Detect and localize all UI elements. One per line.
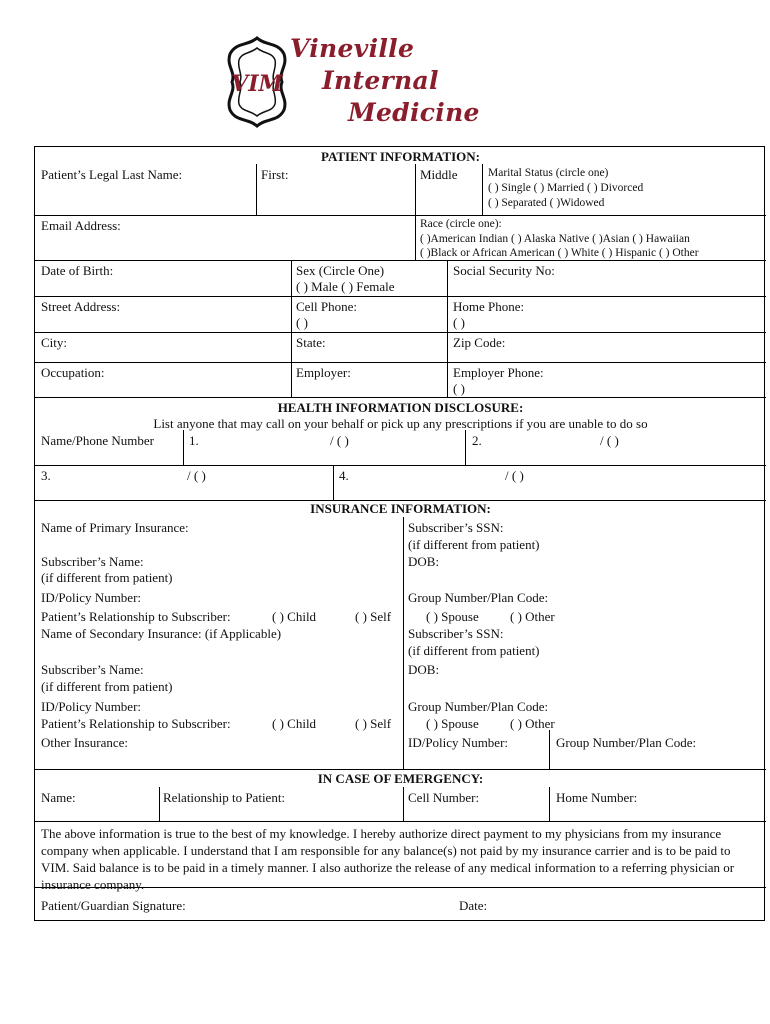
logo-line-3: Medicine <box>348 98 480 127</box>
occupation-field[interactable]: Occupation: <box>41 365 105 380</box>
primary-group-plan-field[interactable]: Group Number/Plan Code: <box>408 590 549 605</box>
race-options-2[interactable]: ( )Black or African American ( ) White ( ) Hispanic ( ) Other <box>420 247 699 259</box>
date-of-birth-field[interactable]: Date of Birth: <box>41 263 114 278</box>
secondary-relationship-other[interactable]: ( ) Other <box>510 716 555 731</box>
sex-label: Sex (Circle One) <box>296 263 385 278</box>
authorization-text: The above information is true to the best of my knowledge. I hereby authorize direct payment to my physicians from my insurance company when applicable. I understand that I am responsible for any balance(s) not paid by my insurance carrier and is to be paid to VIM. Said balance is to be paid in a timely manner. I also authorize the release of any medical information to a referring physician or insurance company. <box>41 826 735 892</box>
secondary-relationship-spouse[interactable]: ( ) Spouse <box>426 716 479 731</box>
logo-line-1: Vineville <box>290 34 415 63</box>
home-phone-field[interactable]: Home Phone: <box>453 299 525 314</box>
other-id-policy-field[interactable]: ID/Policy Number: <box>408 735 509 750</box>
name-phone-label: Name/Phone Number <box>41 433 155 448</box>
last-name-field[interactable]: Patient’s Legal Last Name: <box>41 167 183 182</box>
emergency-heading: IN CASE OF EMERGENCY: <box>317 771 484 786</box>
other-group-plan-field[interactable]: Group Number/Plan Code: <box>556 735 697 750</box>
primary-id-policy-field[interactable]: ID/Policy Number: <box>41 590 142 605</box>
employer-field[interactable]: Employer: <box>296 365 351 380</box>
primary-relationship-spouse[interactable]: ( ) Spouse <box>426 609 479 624</box>
primary-dob-field[interactable]: DOB: <box>408 554 440 569</box>
vim-monogram-icon <box>226 36 288 128</box>
contact-3-phone[interactable]: / ( ) <box>187 468 206 483</box>
primary-subscriber-name-field[interactable]: Subscriber’s Name: <box>41 554 144 569</box>
contact-1-field[interactable]: 1. <box>189 433 199 448</box>
contact-1-phone[interactable]: / ( ) <box>330 433 349 448</box>
cell-phone-field[interactable]: Cell Phone: <box>296 299 358 314</box>
vim-logo <box>226 32 480 132</box>
city-field[interactable]: City: <box>41 335 68 350</box>
secondary-insurance-field[interactable]: Name of Secondary Insurance: (if Applicable) <box>41 626 282 641</box>
secondary-relationship-child[interactable]: ( ) Child <box>272 716 317 731</box>
state-field[interactable]: State: <box>296 335 326 350</box>
emergency-name-field[interactable]: Name: <box>41 790 76 805</box>
first-name-field[interactable]: First: <box>261 167 289 182</box>
insurance-heading: INSURANCE INFORMATION: <box>310 501 491 516</box>
primary-ssn-note: (if different from patient) <box>408 537 540 552</box>
employer-phone-field[interactable]: Employer Phone: <box>453 365 544 380</box>
cell-phone-area-code: ( ) <box>296 315 308 330</box>
patient-registration-form <box>34 146 765 921</box>
secondary-id-policy-field[interactable]: ID/Policy Number: <box>41 699 142 714</box>
sex-options[interactable]: ( ) Male ( ) Female <box>296 279 395 294</box>
contact-4-phone[interactable]: / ( ) <box>505 468 524 483</box>
contact-2-field[interactable]: 2. <box>472 433 482 448</box>
contact-4-field[interactable]: 4. <box>339 468 349 483</box>
home-phone-area-code: ( ) <box>453 315 465 330</box>
primary-relationship-child[interactable]: ( ) Child <box>272 609 317 624</box>
contact-3-field[interactable]: 3. <box>41 468 51 483</box>
marital-status-label: Marital Status (circle one) <box>488 167 609 179</box>
secondary-subscriber-ssn-field[interactable]: Subscriber’s SSN: <box>408 626 504 641</box>
emergency-home-field[interactable]: Home Number: <box>556 790 638 805</box>
secondary-subscriber-name-field[interactable]: Subscriber’s Name: <box>41 662 144 677</box>
race-options-1[interactable]: ( )American Indian ( ) Alaska Native ( )Asian ( ) Hawaiian <box>420 233 690 245</box>
signature-field[interactable]: Patient/Guardian Signature: <box>41 898 186 913</box>
primary-subscriber-ssn-field[interactable]: Subscriber’s SSN: <box>408 520 504 535</box>
logo-line-2: Internal <box>322 66 439 95</box>
secondary-relationship-self[interactable]: ( ) Self <box>355 716 392 731</box>
contact-2-phone[interactable]: / ( ) <box>600 433 619 448</box>
email-field[interactable]: Email Address: <box>41 218 121 233</box>
employer-phone-area-code: ( ) <box>453 381 465 396</box>
secondary-relationship-label: Patient’s Relationship to Subscriber: <box>41 716 231 731</box>
ssn-field[interactable]: Social Security No: <box>453 263 555 278</box>
secondary-group-plan-field[interactable]: Group Number/Plan Code: <box>408 699 549 714</box>
primary-relationship-label: Patient’s Relationship to Subscriber: <box>41 609 231 624</box>
disclosure-heading: HEALTH INFORMATION DISCLOSURE: <box>277 400 524 415</box>
marital-status-options-2[interactable]: ( ) Separated ( )Widowed <box>488 197 605 209</box>
emergency-cell-field[interactable]: Cell Number: <box>408 790 480 805</box>
zip-code-field[interactable]: Zip Code: <box>453 335 506 350</box>
signature-date-field[interactable]: Date: <box>459 898 488 913</box>
patient-information-heading: PATIENT INFORMATION: <box>320 149 480 164</box>
marital-status-options-1[interactable]: ( ) Single ( ) Married ( ) Divorced <box>488 182 644 194</box>
svg-text:VIM: VIM <box>231 71 283 97</box>
emergency-relationship-field[interactable]: Relationship to Patient: <box>163 790 286 805</box>
secondary-subscriber-note: (if different from patient) <box>41 679 173 694</box>
street-address-field[interactable]: Street Address: <box>41 299 121 314</box>
secondary-dob-field[interactable]: DOB: <box>408 662 440 677</box>
primary-insurance-field[interactable]: Name of Primary Insurance: <box>41 520 189 535</box>
middle-name-field[interactable]: Middle <box>420 167 458 182</box>
disclosure-subheading: List anyone that may call on your behalf or pick up any prescriptions if you are unable to do so <box>153 416 648 431</box>
secondary-ssn-note: (if different from patient) <box>408 643 540 658</box>
race-label: Race (circle one): <box>420 218 502 230</box>
primary-subscriber-note: (if different from patient) <box>41 570 173 585</box>
other-insurance-field[interactable]: Other Insurance: <box>41 735 128 750</box>
primary-relationship-other[interactable]: ( ) Other <box>510 609 555 624</box>
primary-relationship-self[interactable]: ( ) Self <box>355 609 392 624</box>
